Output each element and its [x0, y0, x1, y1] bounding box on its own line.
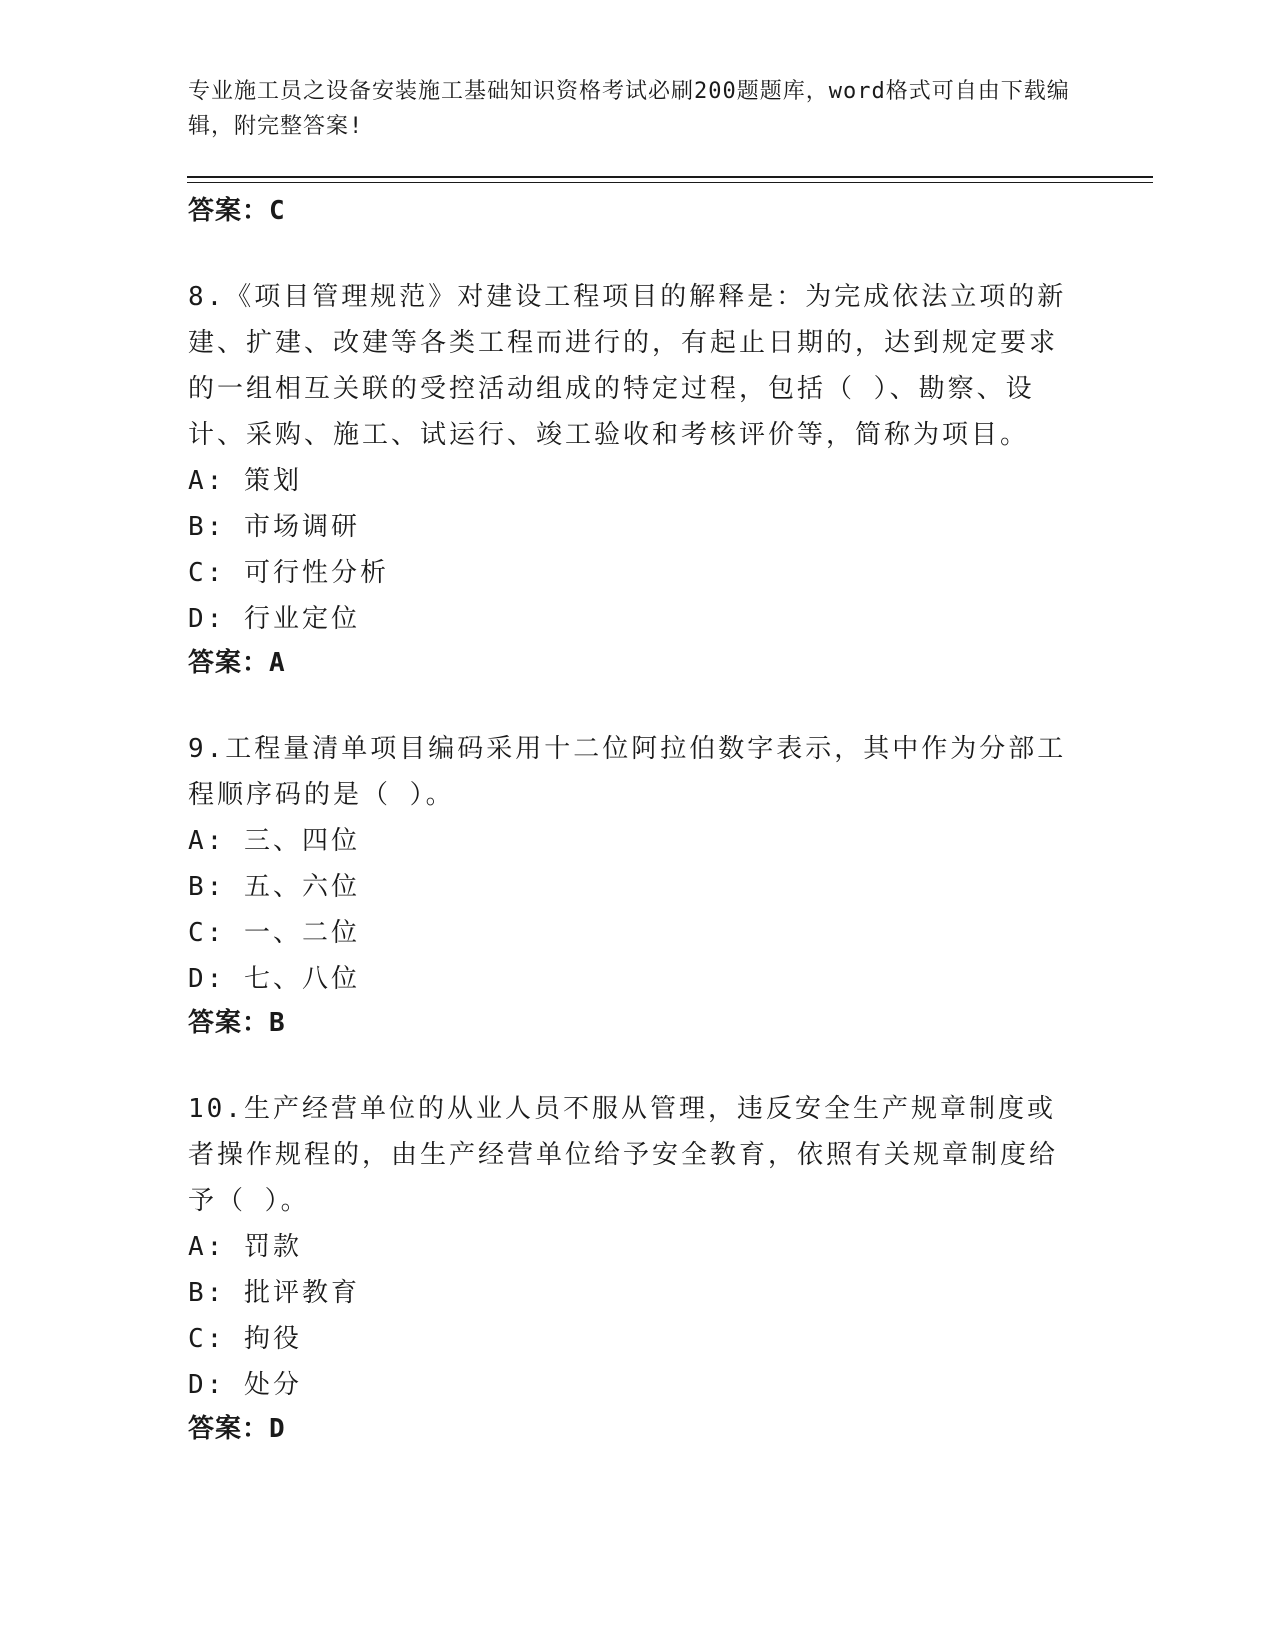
header-rule-thin: [187, 182, 1153, 183]
answer-line: 答案：B: [188, 1008, 286, 1038]
option-d: D: 处分: [188, 1370, 302, 1400]
option-c: C: 可行性分析: [188, 558, 389, 588]
option-b: B: 市场调研: [188, 512, 360, 542]
question-text: 9.工程量清单项目编码采用十二位阿拉伯数字表示，其中作为分部工程顺序码的是（ ）。: [188, 734, 1067, 810]
option-c: C: 拘役: [188, 1324, 302, 1354]
question-text: 10.生产经营单位的从业人员不服从管理，违反安全生产规章制度或者操作规程的，由生产经营单位给予安全教育，依照有关规章制度给予（ ）。: [188, 1094, 1059, 1216]
answer-line: 答案：A: [188, 648, 286, 678]
answer-line: 答案：D: [188, 1414, 286, 1444]
header-rule-thick: [187, 176, 1153, 178]
answer-line: 答案：C: [188, 196, 286, 226]
document-header: 专业施工员之设备安装施工基础知识资格考试必刷200题题库，word格式可自由下载编辑，附完整答案!: [188, 79, 1070, 139]
option-b: B: 五、六位: [188, 872, 360, 902]
option-a: A: 三、四位: [188, 826, 360, 856]
question-list: [188, 190, 1068, 1450]
option-a: A: 罚款: [188, 1232, 302, 1262]
question-block: [188, 1086, 1068, 1450]
option-b: B: 批评教育: [188, 1278, 360, 1308]
spacer: [188, 684, 1068, 726]
option-d: D: 七、八位: [188, 964, 360, 994]
option-c: C: 一、二位: [188, 918, 360, 948]
question-block: [188, 726, 1068, 1044]
option-d: D: 行业定位: [188, 604, 360, 634]
question-block: [188, 274, 1068, 684]
question-text: 8.《项目管理规范》对建设工程项目的解释是：为完成依法立项的新建、扩建、改建等各类工程而进行的，有起止日期的，达到规定要求的一组相互关联的受控活动组成的特定过程，包括（ ）、勘察、设计、采购、施工、试运行、竣工验收和考核评价等，简称为项目。: [188, 282, 1067, 450]
option-a: A: 策划: [188, 466, 302, 496]
spacer: [188, 1044, 1068, 1086]
spacer: [188, 232, 1068, 274]
